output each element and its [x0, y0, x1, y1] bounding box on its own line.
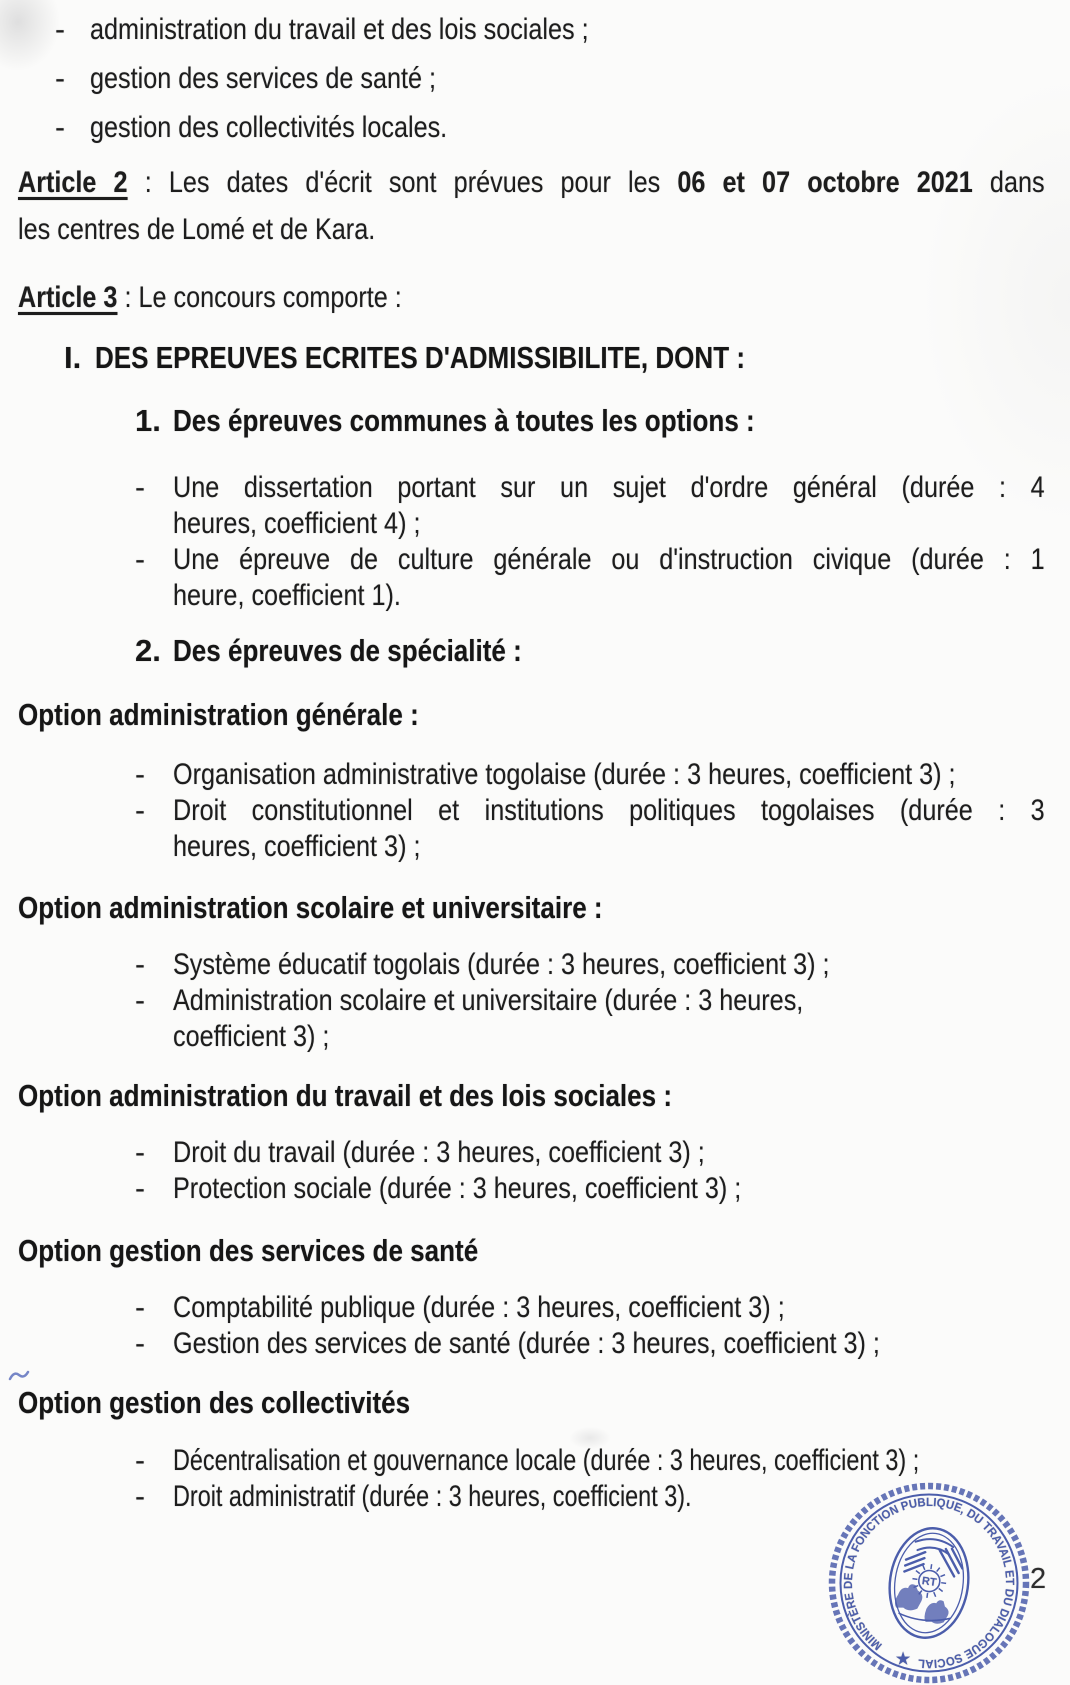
option-title: Option administration scolaire et universitaire : — [18, 890, 603, 925]
bullet-dash: - — [135, 1136, 145, 1169]
option-title: Option administration générale : — [18, 697, 419, 732]
bullet-dash: - — [135, 471, 145, 504]
bullet-text — [173, 983, 1045, 1055]
subsection-heading-specialite — [18, 631, 1045, 671]
option-heading-travail — [18, 1076, 1045, 1116]
exam-dates-bold: 06 et 07 octobre 2021 — [677, 166, 973, 199]
option-travail-list — [18, 1135, 1045, 1207]
bullet-line: heures, coefficient 3) ; — [173, 830, 421, 863]
option-title: Option gestion des services de santé — [18, 1233, 479, 1268]
bullet-text — [173, 793, 1045, 865]
bullet-line: Droit administratif (durée : 3 heures, coefficient 3). — [173, 1480, 692, 1513]
option-generale-list — [18, 757, 1045, 865]
list-item — [18, 1326, 1045, 1362]
bullet-line: Administration scolaire et universitaire (durée : 3 heures, — [173, 984, 804, 1017]
option-sante-list — [18, 1290, 1045, 1362]
option-heading-sante — [18, 1231, 1045, 1271]
bullet-line: Comptabilité publique (durée : 3 heures, coefficient 3) ; — [173, 1291, 785, 1324]
list-item — [18, 947, 1045, 983]
bullet-dash: - — [55, 13, 65, 46]
section-numeral: I. — [64, 340, 82, 375]
bullet-text: gestion des services de santé ; — [90, 62, 437, 95]
paragraph-text: dans — [972, 166, 1045, 199]
subsection-heading-communes — [18, 401, 1045, 441]
bullet-dash: - — [135, 1172, 145, 1205]
list-item — [18, 1171, 1045, 1207]
bullet-text — [173, 470, 1045, 542]
bullet-dash: - — [55, 111, 65, 144]
bullet-dash: - — [55, 62, 65, 95]
page-number: 2 — [1030, 1563, 1047, 1595]
bullet-text — [173, 947, 1045, 983]
option-scolaire-list — [18, 947, 1045, 1055]
bullet-line: Système éducatif togolais (durée : 3 heures, coefficient 3) ; — [173, 948, 830, 981]
paragraph-text: : Le concours comporte : — [117, 281, 402, 314]
list-item — [18, 470, 1045, 542]
subsection-title: Des épreuves de spécialité : — [173, 633, 522, 668]
bullet-dash: - — [135, 1327, 145, 1360]
quiver-icon — [936, 1547, 965, 1577]
option-heading-scolaire — [18, 888, 1045, 928]
bullet-text — [173, 1171, 1045, 1207]
option-title: Option gestion des collectivités — [18, 1385, 411, 1420]
bullet-text — [173, 542, 1045, 614]
paragraph-line — [18, 274, 1045, 321]
list-item — [18, 110, 1045, 146]
list-item — [18, 1443, 1045, 1479]
subsection-title: Des épreuves communes à toutes les options : — [173, 403, 755, 438]
bullet-dash: - — [135, 1291, 145, 1324]
bullet-text — [173, 1326, 1045, 1362]
ink-mark — [8, 1368, 32, 1384]
stamp-ring-text: MINISTÈRE DE LA FONCTION PUBLIQUE, DU TRAVAIL ET DU DIALOGUE SOCIAL — [840, 1494, 1018, 1671]
list-item — [18, 1135, 1045, 1171]
option-heading-collectivites — [18, 1383, 1045, 1423]
paragraph-line — [18, 159, 1045, 206]
intro-bullet-list — [18, 12, 1045, 146]
bullet-dash: - — [135, 1480, 145, 1513]
bullet-line: Droit du travail (durée : 3 heures, coefficient 3) ; — [173, 1136, 705, 1169]
bullet-dash: - — [135, 1444, 145, 1477]
list-item — [18, 12, 1045, 48]
bullet-line: coefficient 3) ; — [173, 1020, 330, 1053]
bullet-line: Gestion des services de santé (durée : 3 heures, coefficient 3) ; — [173, 1327, 880, 1360]
subsection-number: 2. — [135, 633, 161, 668]
bullet-line: Droit constitutionnel et institutions politiques togolaises (durée : 3 — [173, 794, 1045, 827]
bullet-text: gestion des collectivités locales. — [90, 111, 448, 144]
list-item — [18, 757, 1045, 793]
article-3-label: Article 3 — [18, 281, 118, 314]
paragraph-line: les centres de Lomé et de Kara. — [18, 213, 376, 246]
list-item — [18, 542, 1045, 614]
article-3-paragraph — [18, 274, 1045, 321]
bullet-text — [173, 1443, 1045, 1479]
bullet-line: Une dissertation portant sur un sujet d'ordre général (durée : 4 — [173, 471, 1045, 504]
list-item — [18, 61, 1045, 97]
bullet-text — [173, 1290, 1045, 1326]
flags-icon — [904, 1550, 925, 1574]
article-2-paragraph — [18, 159, 1045, 253]
bullet-line: Protection sociale (durée : 3 heures, coefficient 3) ; — [173, 1172, 742, 1205]
section-heading-admissibilite — [18, 338, 1045, 378]
bullet-line: Décentralisation et gouvernance locale (durée : 3 heures, coefficient 3) ; — [173, 1444, 920, 1477]
star-icon: ★ — [895, 1651, 911, 1668]
list-item — [18, 1290, 1045, 1326]
shield-initials: RT — [921, 1575, 938, 1589]
section-title: DES EPREUVES ECRITES D'ADMISSIBILITE, DONT : — [95, 340, 746, 375]
option-title: Option administration du travail et des lois sociales : — [18, 1078, 673, 1113]
bullet-text — [173, 757, 1045, 793]
coat-of-arms — [883, 1523, 976, 1643]
bullet-text — [173, 1135, 1045, 1171]
bullet-dash: - — [135, 543, 145, 576]
bullet-dash: - — [135, 984, 145, 1017]
bullet-dash: - — [135, 758, 145, 791]
bullet-line: heure, coefficient 1). — [173, 579, 401, 612]
option-heading-generale — [18, 695, 1045, 735]
bullet-text: administration du travail et des lois sociales ; — [90, 13, 589, 46]
official-stamp — [823, 1477, 1035, 1685]
paragraph-text: : Les dates d'écrit sont prévues pour les — [127, 166, 678, 199]
bullet-line: Une épreuve de culture générale ou d'instruction civique (durée : 1 — [173, 543, 1045, 576]
list-item — [18, 793, 1045, 865]
bullet-line: Organisation administrative togolaise (durée : 3 heures, coefficient 3) ; — [173, 758, 956, 791]
article-2-label: Article 2 — [18, 166, 128, 199]
bullet-dash: - — [135, 794, 145, 827]
bullet-dash: - — [135, 948, 145, 981]
list-item — [18, 983, 1045, 1055]
subsection-number: 1. — [135, 403, 161, 438]
common-exams-list — [18, 470, 1045, 614]
bullet-line: heures, coefficient 4) ; — [173, 507, 421, 540]
